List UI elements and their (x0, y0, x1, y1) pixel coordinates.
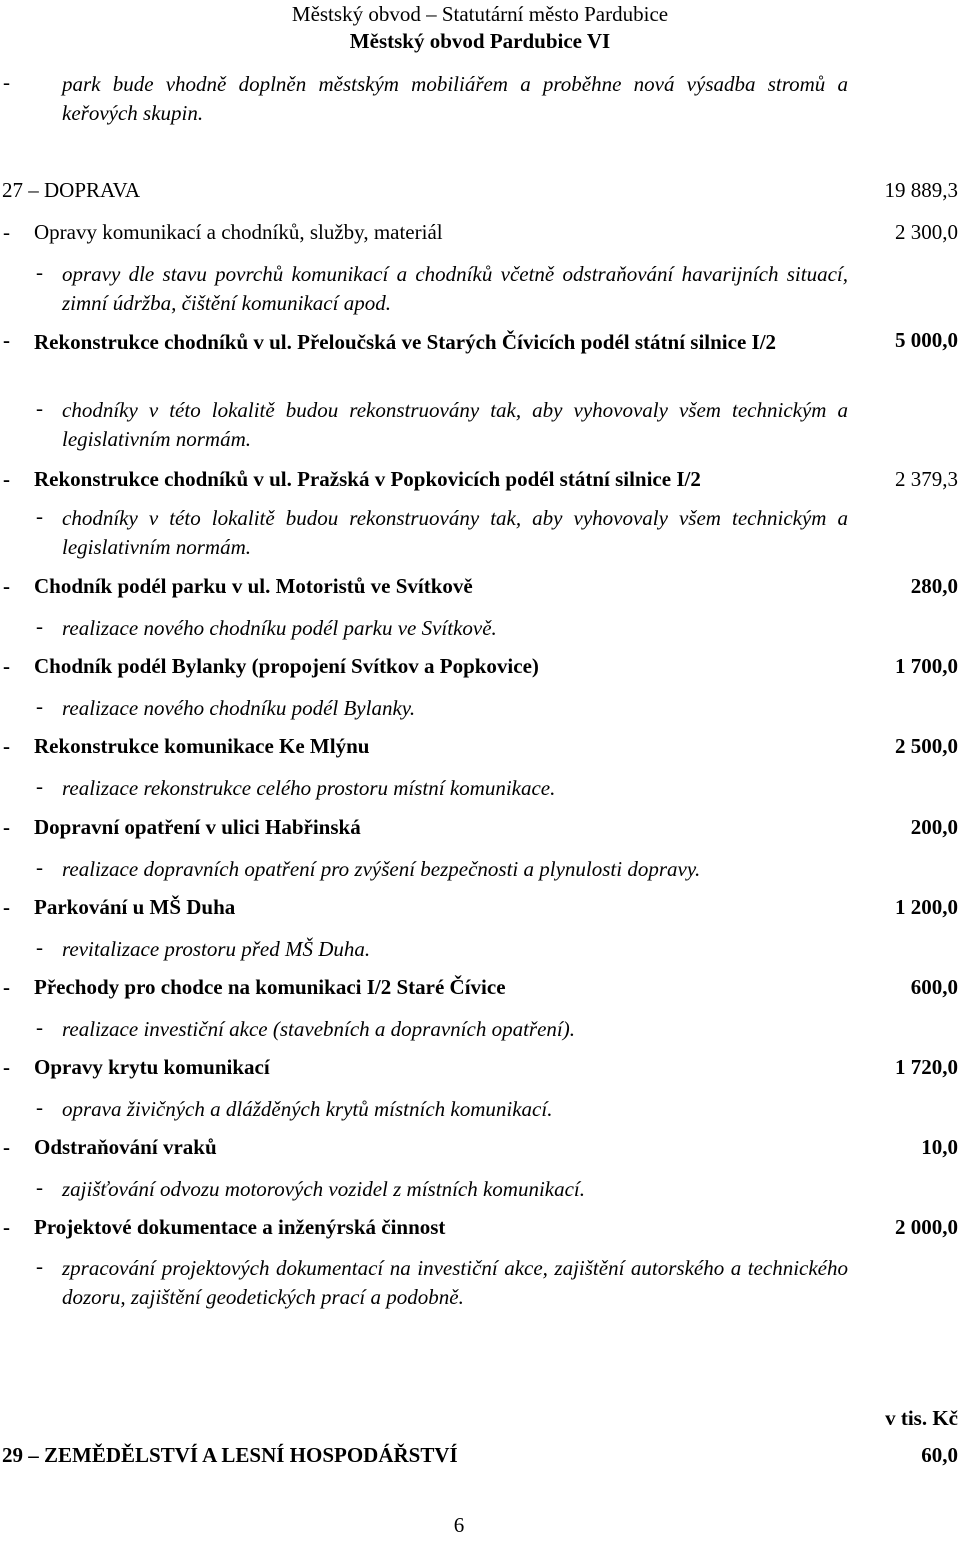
item-dash: - (3, 1055, 10, 1079)
item-label: Projektové dokumentace a inženýrská činnost (34, 1215, 446, 1239)
item-dash: - (3, 328, 10, 352)
desc-dash: - (36, 855, 43, 879)
desc-dash: - (36, 396, 43, 420)
item-dash: - (3, 220, 10, 244)
item-label: Rekonstrukce komunikace Ke Mlýnu (34, 734, 370, 758)
item-description: chodníky v této lokalitě budou rekonstruovány tak, aby vyhovovaly všem technickým a legislativním normám. (62, 506, 848, 559)
item-label: Rekonstrukce chodníků v ul. Přeloučská ve Starých Čívicích podél státní silnice I/2 (34, 330, 777, 354)
intro-dash: - (3, 70, 10, 94)
desc-dash: - (36, 1095, 43, 1119)
item-description: chodníky v této lokalitě budou rekonstruovány tak, aby vyhovovaly všem technickým a legislativním normám. (62, 398, 848, 451)
desc-dash: - (36, 260, 43, 284)
item-amount: 1 700,0 (895, 654, 958, 678)
item-description: opravy dle stavu povrchů komunikací a chodníků včetně odstraňování havarijních situací, zimní údržba, čištění komunikací apod. (62, 262, 848, 315)
item-label: Odstraňování vraků (34, 1135, 217, 1159)
header-line-1: Městský obvod – Statutární město Pardubice (291, 2, 669, 26)
item-label: Rekonstrukce chodníků v ul. Pražská v Popkovicích podél státní silnice I/2 (34, 467, 701, 491)
item-description: realizace nového chodníku podél parku ve Svítkově. (62, 616, 497, 640)
item-dash: - (3, 975, 10, 999)
item-amount: 1 200,0 (895, 895, 958, 919)
unit-label: v tis. Kč (885, 1406, 958, 1430)
item-label: Přechody pro chodce na komunikaci I/2 Staré Čívice (34, 975, 506, 999)
item-amount: 5 000,0 (895, 328, 958, 352)
item-label: Chodník podél Bylanky (propojení Svítkov a Popkovice) (34, 654, 539, 678)
section-29-amount: 60,0 (921, 1443, 958, 1467)
header-line-2: Městský obvod Pardubice VI (349, 29, 611, 53)
item-amount: 280,0 (910, 574, 958, 598)
item-amount: 2 379,3 (895, 467, 958, 491)
item-description: revitalizace prostoru před MŠ Duha. (62, 937, 371, 961)
item-amount: 10,0 (921, 1135, 958, 1159)
item-dash: - (3, 1215, 10, 1239)
item-amount: 600,0 (910, 975, 958, 999)
section-27-title: 27 – DOPRAVA (2, 178, 141, 202)
item-description: zajišťování odvozu motorových vozidel z místních komunikací. (62, 1177, 586, 1201)
desc-dash: - (36, 935, 43, 959)
item-label: Dopravní opatření v ulici Habřinská (34, 815, 361, 839)
desc-dash: - (36, 504, 43, 528)
desc-dash: - (36, 694, 43, 718)
page-number: 6 (453, 1513, 465, 1537)
item-dash: - (3, 574, 10, 598)
desc-dash: - (36, 1175, 43, 1199)
item-amount: 1 720,0 (895, 1055, 958, 1079)
section-27-amount: 19 889,3 (884, 178, 958, 202)
item-description: oprava živičných a dlážděných krytů místních komunikací. (62, 1097, 553, 1121)
item-description: realizace investiční akce (stavebních a dopravních opatření). (62, 1017, 575, 1041)
item-label: Parkování u MŠ Duha (34, 895, 236, 919)
item-amount: 2 500,0 (895, 734, 958, 758)
desc-dash: - (36, 614, 43, 638)
item-amount: 2 300,0 (895, 220, 958, 244)
item-dash: - (3, 734, 10, 758)
intro-text: park bude vhodně doplněn městským mobiliářem a proběhne nová výsadba stromů a keřových skupin. (62, 72, 848, 125)
desc-dash: - (36, 1254, 43, 1278)
item-dash: - (3, 1135, 10, 1159)
item-label: Opravy komunikací a chodníků, služby, materiál (34, 220, 443, 244)
desc-dash: - (36, 1015, 43, 1039)
item-description: realizace dopravních opatření pro zvýšení bezpečnosti a plynulosti dopravy. (62, 857, 701, 881)
item-dash: - (3, 895, 10, 919)
item-description: realizace rekonstrukce celého prostoru místní komunikace. (62, 776, 556, 800)
item-description: realizace nového chodníku podél Bylanky. (62, 696, 416, 720)
item-description: zpracování projektových dokumentací na investiční akce, zajištění autorského a technického dozoru, zajištění geodetických prací a podobně. (62, 1256, 848, 1309)
item-amount: 200,0 (910, 815, 958, 839)
item-dash: - (3, 815, 10, 839)
section-29-title: 29 – ZEMĚDĚLSTVÍ A LESNÍ HOSPODÁŘSTVÍ (2, 1443, 458, 1467)
item-label: Opravy krytu komunikací (34, 1055, 270, 1079)
item-amount: 2 000,0 (895, 1215, 958, 1239)
item-dash: - (3, 654, 10, 678)
item-dash: - (3, 467, 10, 491)
desc-dash: - (36, 774, 43, 798)
item-label: Chodník podél parku v ul. Motoristů ve Svítkově (34, 574, 473, 598)
